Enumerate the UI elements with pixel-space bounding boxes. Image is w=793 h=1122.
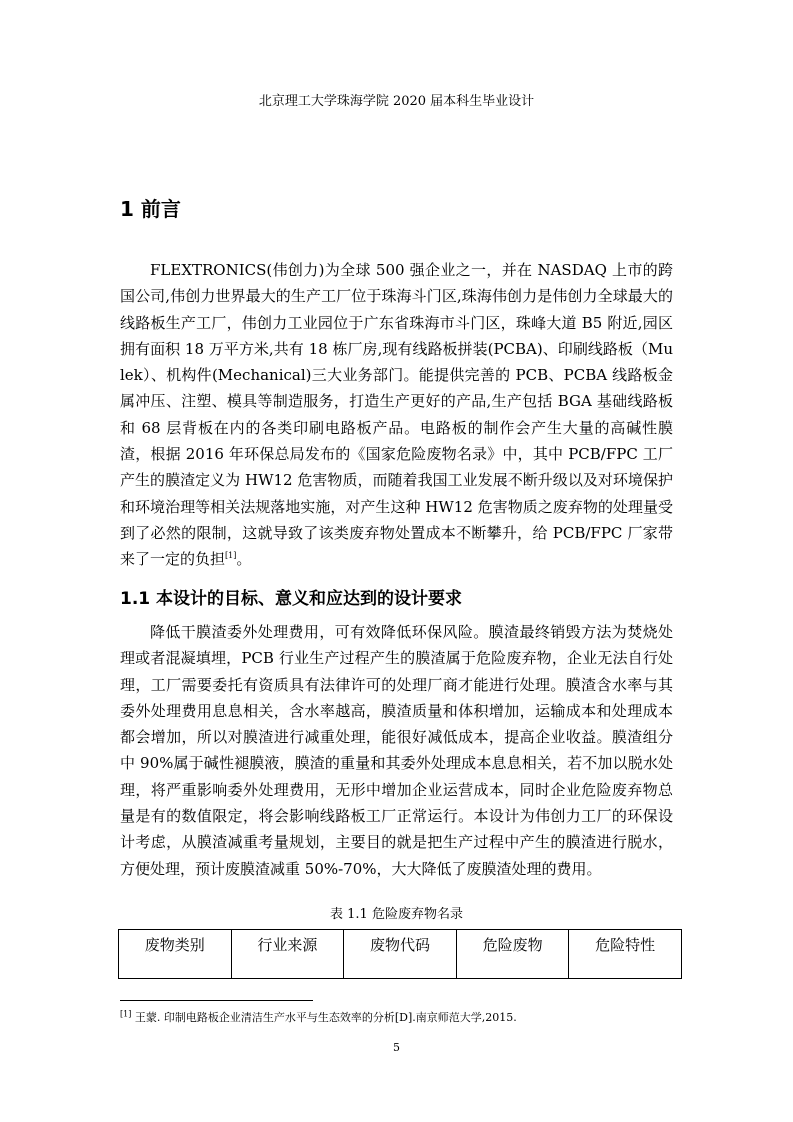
intro-text: FLEXTRONICS(伟创力)为全球 500 强企业之一，并在 NASDAQ 上市的跨国公司,伟创力世界最大的生产工厂位于珠海斗门区,珠海伟创力是伟创力全球最大的线路板生产工厂，伟创力工业园位于广东省珠海市斗门区，珠峰大道 B5 附近,园区拥有面积 18 万平方米,共有 18 栋厂房,现有线路板拼装(PCBA)、印刷线路板（Mulek）、机构件(Mechanical)三大业务部门。能提供完善的 PCB、PCBA 线路板金属冲压、注塑、模具等制造服务，打造生产更好的产品,生产包括 BGA 基础线路板和 68 层背板在内的各类印刷电路板产品。电路板的制作会产生大量的高碱性膜渣，根据 2016 年环保总局发布的《国家危险废物名录》中，其中 PCB/FPC 工厂产生的膜渣定义为 HW12 危害物质，而随着我国工业发展不断升级以及对环境保护和环境治理等相关法规落地实施，对产生这种 HW12 危害物质之废弃物的处理量受到了必然的限制，这就导致了该类废弃物处置成本不断攀升，给 PCB/FPC 厂家带来了一定的负担 bbox=[120, 261, 673, 569]
running-header: 北京理工大学珠海学院 2020 届本科生毕业设计 bbox=[258, 94, 535, 109]
section-paragraph: 降低干膜渣委外处理费用，可有效降低环保风险。膜渣最终销毁方法为焚烧处理或者混凝填埋，PCB 行业生产过程产生的膜渣属于危险废弃物，企业无法自行处理，工厂需要委托有资质具有法律许可的处理厂商才能进行处理。膜渣含水率与其委外处理费用息息相关，含水率越高，膜渣质量和体积增加，运输成本和处理成本都会增加，所以对膜渣进行减重处理，能很好减低成本，提高企业收益。膜渣组分中 90%属于碱性褪膜液，膜渣的重量和其委外处理成本息息相关，若不加以脱水处理，将严重影响委外处理费用，无形中增加企业运营成本，同时企业危险废弃物总量是有的数值限定，将会影响线路板工厂正常运行。本设计为伟创力工厂的环保设计考虑，从膜渣减重考量规划，主要目的就是把生产过程中产生的膜渣进行脱水，方便处理，预计废膜渣减重 50%-70%，大大降低了废膜渣处理的费用。 bbox=[120, 623, 673, 878]
footnote-divider bbox=[120, 1000, 313, 1001]
table-header-cell: 行业来源 bbox=[231, 930, 344, 979]
table-header-cell: 废物代码 bbox=[344, 930, 457, 979]
hazardous-waste-table bbox=[118, 929, 682, 979]
table-header-cell: 废物类别 bbox=[119, 930, 232, 979]
intro-paragraph bbox=[120, 257, 673, 573]
intro-ending: 。 bbox=[236, 550, 252, 569]
page-number: 5 bbox=[393, 1041, 400, 1054]
table-header-row bbox=[119, 930, 682, 979]
citation-mark[interactable]: [1] bbox=[225, 551, 237, 561]
footnote-mark: [1] bbox=[120, 1009, 132, 1019]
table-header-cell: 危险废物 bbox=[456, 930, 569, 979]
footnote-text: 王蒙. 印制电路板企业清洁生产水平与生态效率的分析[D].南京师范大学,2015. bbox=[131, 1011, 517, 1024]
section-title: 1.1 本设计的目标、意义和应达到的设计要求 bbox=[120, 589, 463, 609]
chapter-title: 1 前言 bbox=[120, 197, 181, 221]
table-header-cell: 危险特性 bbox=[569, 930, 682, 979]
table-caption: 表 1.1 危险废弃物名录 bbox=[330, 907, 463, 922]
footnote bbox=[120, 1010, 680, 1026]
